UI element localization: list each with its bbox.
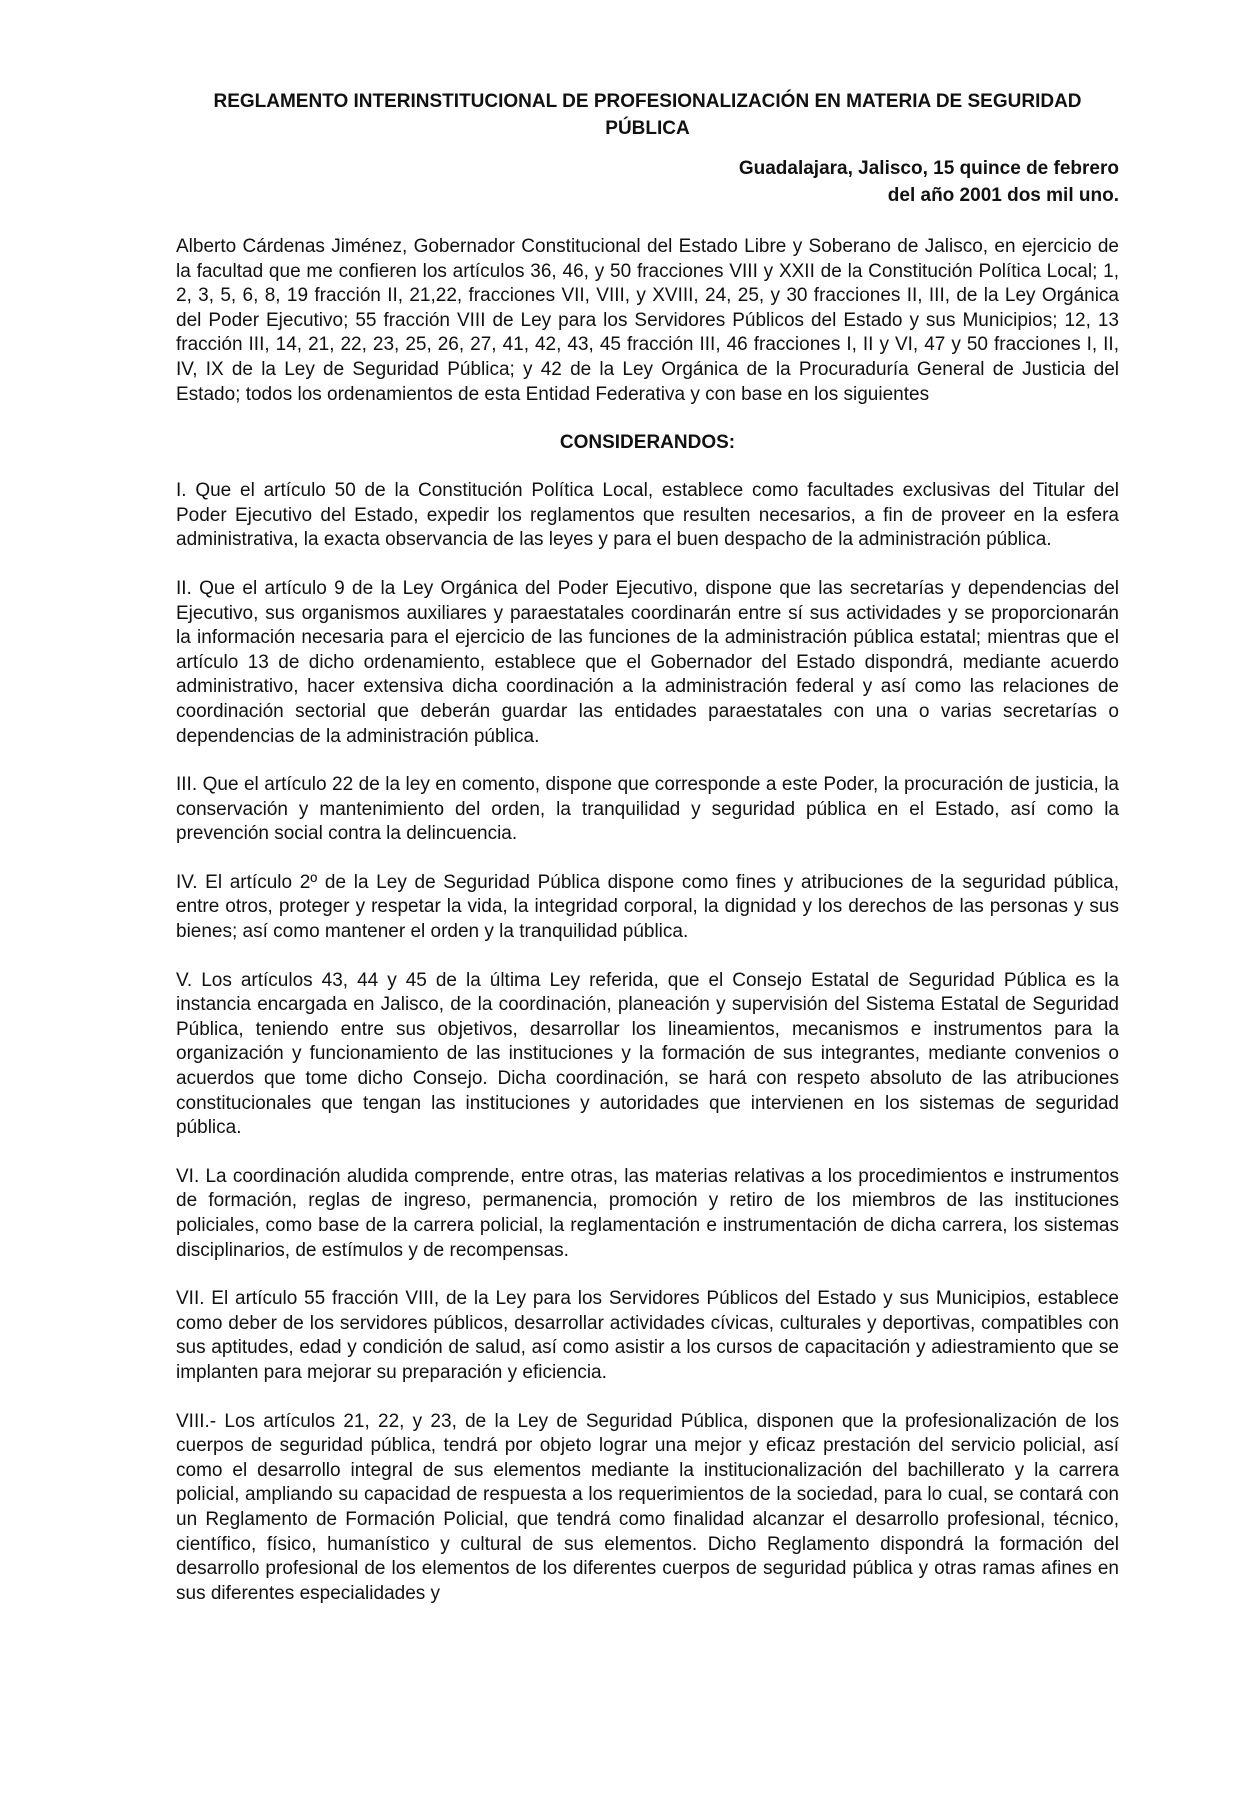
document-title: REGLAMENTO INTERINSTITUCIONAL DE PROFESIONALIZACIÓN EN MATERIA DE SEGURIDAD PÚBLICA <box>213 91 1082 139</box>
date-line <box>176 155 1119 209</box>
date-line-1: Guadalajara, Jalisco, 15 quince de febrero <box>738 158 1119 179</box>
considerando-3: III. Que el artículo 22 de la ley en comento, dispone que corresponde a este Poder, la procuración de justicia, la conservación y mantenimiento del orden, la tranquilidad y seguridad pública en el Estado, así como la prevención social contra la delincuencia. <box>176 774 1119 845</box>
considerando-2: II. Que el artículo 9 de la Ley Orgánica del Poder Ejecutivo, dispone que las secretarías y dependencias del Ejecutivo, sus organismos auxiliares y paraestatales coordinarán entre sí sus actividades y se proporcionarán la información necesaria para el ejercicio de las funciones de la administración pública estatal; mientras que el artículo 13 de dicho ordenamiento, establece que el Gobernador del Estado dispondrá, mediante acuerdo administrativo, hacer extensiva dicha coordinación a la administración federal y así como las relaciones de coordinación sectorial que deberán guardar las entidades paraestatales con una o varias secretarías o dependencias de la administración pública. <box>176 577 1119 747</box>
considerando-5: V. Los artículos 43, 44 y 45 de la última Ley referida, que el Consejo Estatal de Seguridad Pública es la instancia encargada en Jalisco, de la coordinación, planeación y supervisión del Sistema Estatal de Seguridad Pública, teniendo entre sus objetivos, desarrollar los lineamientos, mecanismos e instrumentos para la organización y funcionamiento de las instituciones y la formación de sus integrantes, mediante convenios o acuerdos que tome dicho Consejo. Dicha coordinación, se hará con respeto absoluto de las atribuciones constitucionales que tengan las instituciones y autoridades que intervienen en los sistemas de seguridad pública. <box>176 969 1119 1139</box>
considerando-7: VII. El artículo 55 fracción VIII, de la Ley para los Servidores Públicos del Estado y sus Municipios, establece como deber de los servidores públicos, desarrollar actividades cívicas, culturales y deportivas, compatibles con sus aptitudes, edad y condición de salud, así como asistir a los cursos de capacitación y adiestramiento que se implanten para mejorar su preparación y eficiencia. <box>176 1288 1119 1383</box>
section-heading: CONSIDERANDOS: <box>559 432 736 454</box>
considerando-1: I. Que el artículo 50 de la Constitución Política Local, establece como facultades exclusivas del Titular del Poder Ejecutivo del Estado, expedir los reglamentos que resulten necesarios, a fin de proveer en la esfera administrativa, la exacta observancia de las leyes y para el buen despacho de la administración pública. <box>176 480 1119 551</box>
considerando-4: IV. El artículo 2º de la Ley de Seguridad Pública dispone como fines y atribuciones de la seguridad pública, entre otros, proteger y respetar la vida, la integridad corporal, la dignidad y los derechos de las personas y sus bienes; así como mantener el orden y la tranquilidad pública. <box>176 871 1119 943</box>
considerando-6: VI. La coordinación aludida comprende, entre otras, las materias relativas a los procedimientos e instrumentos de formación, reglas de ingreso, permanencia, promoción y retiro de los miembros de las instituciones policiales, como base de la carrera policial, la reglamentación e instrumentación de dicha carrera, los sistemas disciplinarios, de estímulos y de recompensas. <box>176 1165 1119 1261</box>
considerando-8: VIII.- Los artículos 21, 22, y 23, de la Ley de Seguridad Pública, disponen que la profesionalización de los cuerpos de seguridad pública, tendrá por objeto lograr una mejor y eficaz prestación del servicio policial, así como el desarrollo integral de sus elementos mediante la institucionalización del bachillerato y la carrera policial, ampliando su capacidad de respuesta a los requerimientos de la sociedad, para lo cual, se contará con un Reglamento de Formación Policial, que tendrá como finalidad alcanzar el desarrollo profesional, técnico, científico, físico, humanístico y cultural de sus elementos. Dicho Reglamento dispondrá la formación del desarrollo profesional de los elementos de los diferentes cuerpos de seguridad pública y otras ramas afines en sus diferentes especialidades y <box>176 1410 1119 1604</box>
intro-paragraph: Alberto Cárdenas Jiménez, Gobernador Constitucional del Estado Libre y Soberano de Jalisco, en ejercicio de la facultad que me confieren los artículos 36, 46, y 50 fracciones VIII y XXII de la Constitución Política Local; 1, 2, 3, 5, 6, 8, 19 fracción II, 21,22, fracciones VII, VIII, y XVIII, 24, 25, y 30 fracciones II, III, de la Ley Orgánica del Poder Ejecutivo; 55 fracción VIII de Ley para los Servidores Públicos del Estado y sus Municipios; 12, 13 fracción III, 14, 21, 22, 23, 25, 26, 27, 41, 42, 43, 45 fracción III, 46 fracciones I, II y VI, 47 y 50 fracciones I, II, IV, IX de la Ley de Seguridad Pública; y 42 de la Ley Orgánica de la Procuraduría General de Justicia del Estado; todos los ordenamientos de esta Entidad Federativa y con base en los siguientes <box>176 236 1119 405</box>
date-line-2: del año 2001 dos mil uno. <box>887 185 1119 206</box>
